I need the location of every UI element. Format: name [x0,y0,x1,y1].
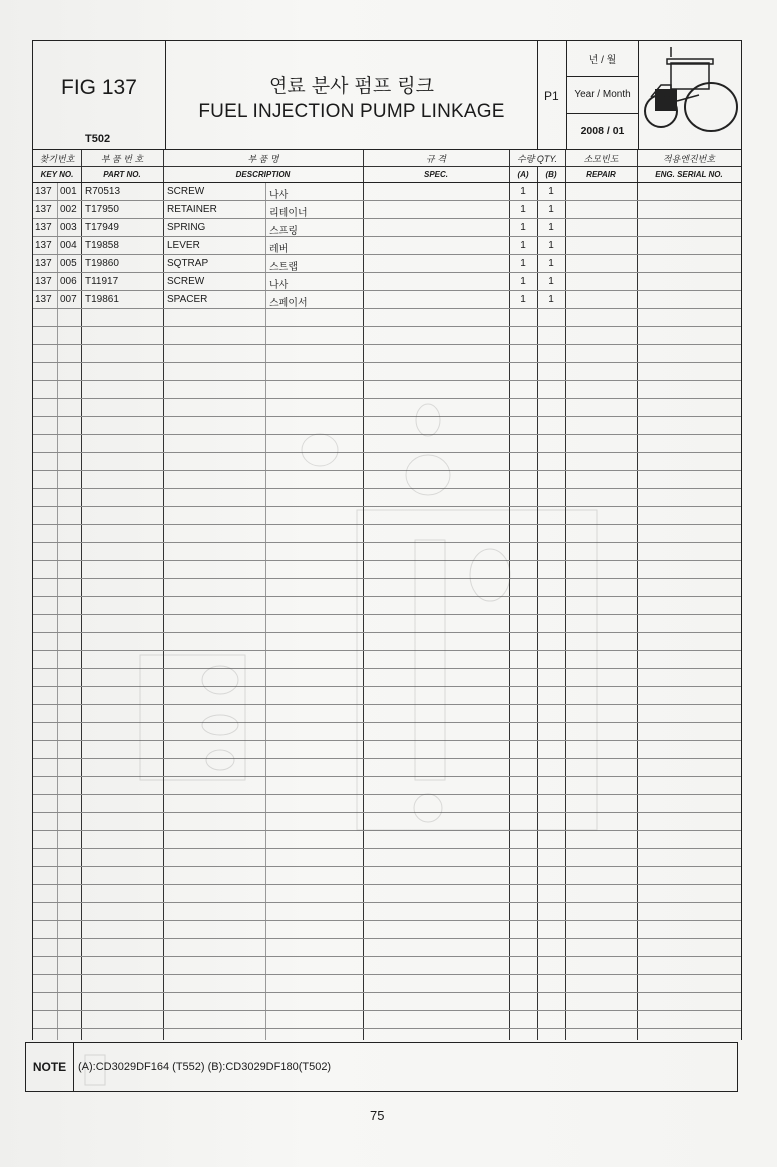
row-description-korean: 리테이너 [269,208,308,219]
row-qty-a: 1 [520,240,526,251]
header-part-english: PART NO. [103,170,141,179]
row-key: 004 [60,240,77,251]
row-description-english: SPRING [167,222,206,233]
row-part-number: R70513 [85,186,121,197]
row-description-korean: 레버 [269,244,289,255]
row-key: 005 [60,258,77,269]
header-repair-english: REPAIR [586,170,616,179]
row-part-number: T17949 [85,222,119,233]
row-qty-b: 1 [548,276,554,287]
header-serial-korean: 적용엔진번호 [662,154,716,164]
row-part-number: T19861 [85,294,119,305]
row-description-korean: 나사 [269,280,289,291]
row-qty-a: 1 [520,186,526,197]
row-qty-a: 1 [520,294,526,305]
note-box [25,1042,738,1092]
title-korean: 연료 분사 펌프 링크 [269,75,434,97]
header-qty: 수량 QTY. [516,154,558,164]
row-part-number: T19860 [85,258,119,269]
header-repair-korean: 소모빈도 [583,154,619,164]
page-label: P1 [544,89,559,103]
date-label-english: Year / Month [567,77,638,113]
row-description-english: SCREW [167,186,205,197]
header-spec-english: SPEC. [423,170,448,179]
header-key-english: KEY NO. [40,170,74,179]
row-qty-b: 1 [548,222,554,233]
row-description-korean: 나사 [269,190,289,201]
model-code: T502 [85,133,111,145]
header-desc-english: DESCRIPTION [235,170,291,179]
row-fig: 137 [35,294,52,305]
row-key: 003 [60,222,77,233]
date-label-korean: 년 / 월 [567,41,638,77]
header-desc-korean: 부 품 명 [247,154,279,164]
row-fig: 137 [35,258,52,269]
row-description-english: SCREW [167,276,205,287]
row-fig: 137 [35,204,52,215]
row-qty-b: 1 [548,204,554,215]
row-qty-a: 1 [520,222,526,233]
row-key: 007 [60,294,77,305]
row-description-english: SPACER [167,294,208,305]
row-qty-b: 1 [548,186,554,197]
row-qty-b: 1 [548,258,554,269]
row-description-english: SQTRAP [167,258,209,269]
header-serial-english: ENG. SERIAL NO. [655,170,723,179]
row-fig: 137 [35,276,52,287]
row-qty-a: 1 [520,204,526,215]
row-qty-b: 1 [548,240,554,251]
row-qty-a: 1 [520,276,526,287]
row-part-number: T11917 [85,276,119,287]
title-english: FUEL INJECTION PUMP LINKAGE [198,101,505,122]
row-part-number: T17950 [85,204,119,215]
row-fig: 137 [35,240,52,251]
header-qty-a: (A) [517,170,529,179]
row-description-korean: 스프링 [269,226,298,237]
row-description-korean: 스트랩 [269,262,298,273]
header-part-korean: 부 품 번 호 [100,154,144,164]
row-key: 006 [60,276,77,287]
note-label: NOTE [26,1043,74,1091]
header-qty-b: (B) [545,170,557,179]
row-key: 002 [60,204,77,215]
row-fig: 137 [35,222,52,233]
page-number: 75 [370,1108,385,1123]
note-text: (A):CD3029DF164 (T552) (B):CD3029DF180(T502) [78,1061,332,1073]
figure-number: FIG 137 [61,76,137,99]
row-description-english: LEVER [167,240,200,251]
row-key: 001 [60,186,77,197]
header-spec-korean: 규 격 [426,154,446,164]
date-value: 2008 / 01 [580,125,625,138]
row-part-number: T19858 [85,240,119,251]
row-qty-a: 1 [520,258,526,269]
row-description-english: RETAINER [167,204,217,215]
row-fig: 137 [35,186,52,197]
row-description-korean: 스페이서 [269,298,308,309]
row-qty-b: 1 [548,294,554,305]
header-key-korean: 찾기번호 [39,154,75,164]
